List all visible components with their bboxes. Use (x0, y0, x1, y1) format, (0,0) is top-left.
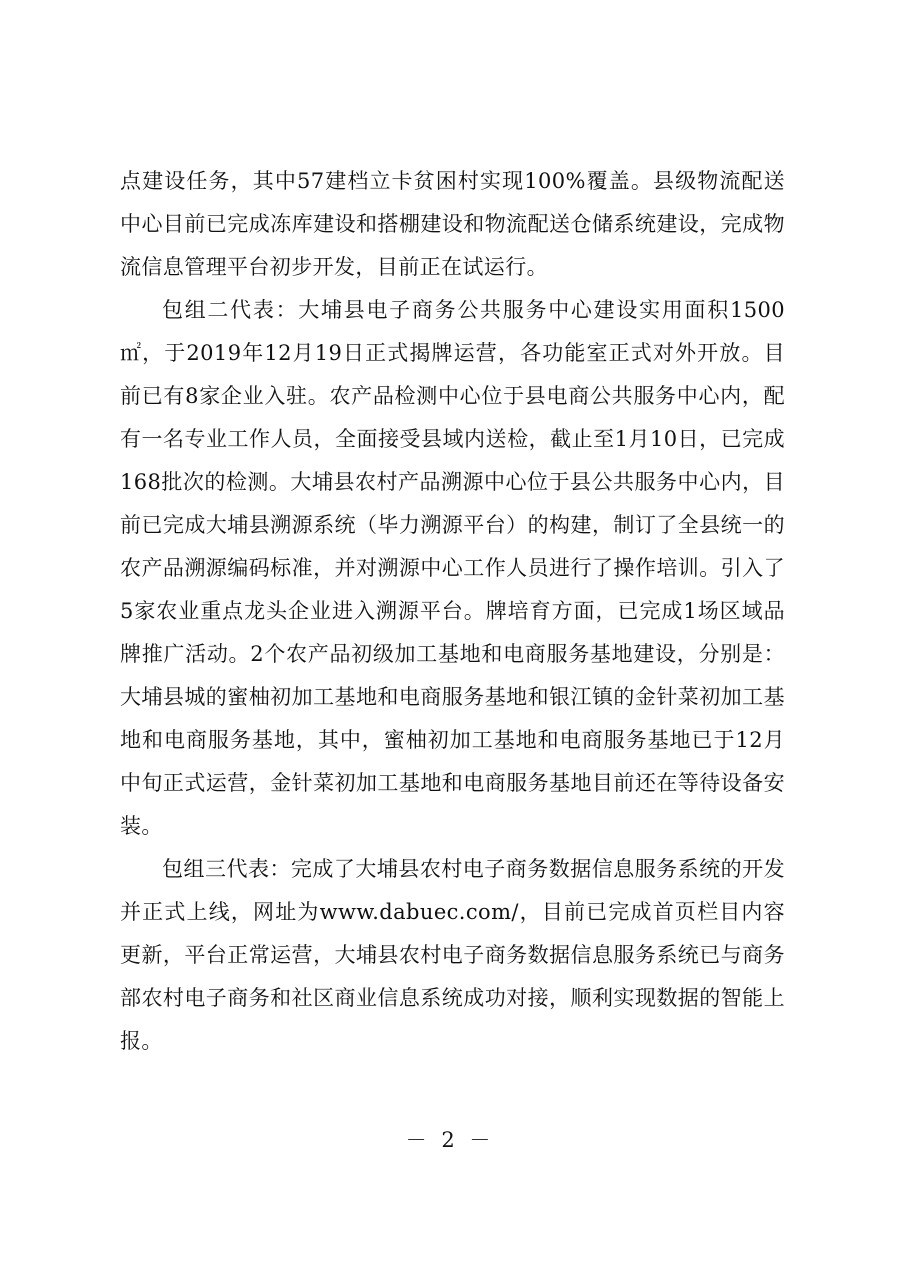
document-body (120, 160, 785, 1063)
paragraph-continuation: 点建设任务，其中57建档立卡贫困村实现100%覆盖。县级物流配送中心目前已完成冻库建设和搭棚建设和物流配送仓储系统建设，完成物流信息管理平台初步开发，目前正在试运行。 (120, 169, 785, 279)
page-number: － 2 － (405, 1128, 495, 1152)
paragraph-package-two: 包组二代表：大埔县电子商务公共服务中心建设实用面积1500㎡，于2019年12月19日正式揭牌运营，各功能室正式对外开放。目前已有8家企业入驻。农产品检测中心位于县电商公共服务中心内，配有一名专业工作人员，全面接受县域内送检，截止至1月10日，已完成168批次的检测。大埔县农村产品溯源中心位于县公共服务中心内，目前已完成大埔县溯源系统（毕力溯源平台）的构建，制订了全县统一的农产品溯源编码标准，并对溯源中心工作人员进行了操作培训。引入了5家农业重点龙头企业进入溯源平台。牌培育方面，已完成1场区域品牌推广活动。2个农产品初级加工基地和电商服务基地建设，分别是：大埔县城的蜜柚初加工基地和电商服务基地和银江镇的金针菜初加工基地和电商服务基地，其中，蜜柚初加工基地和电商服务基地已于12月中旬正式运营，金针菜初加工基地和电商服务基地目前还在等待设备安装。 (120, 298, 785, 838)
paragraph-package-three: 包组三代表：完成了大埔县农村电子商务数据信息服务系统的开发并正式上线，网址为www.dabuec.com/，目前已完成首页栏目内容更新，平台正常运营，大埔县农村电子商务数据信息服务系统已与商务部农村电子商务和社区商业信息系统成功对接，顺利实现数据的智能上报。 (120, 857, 785, 1053)
